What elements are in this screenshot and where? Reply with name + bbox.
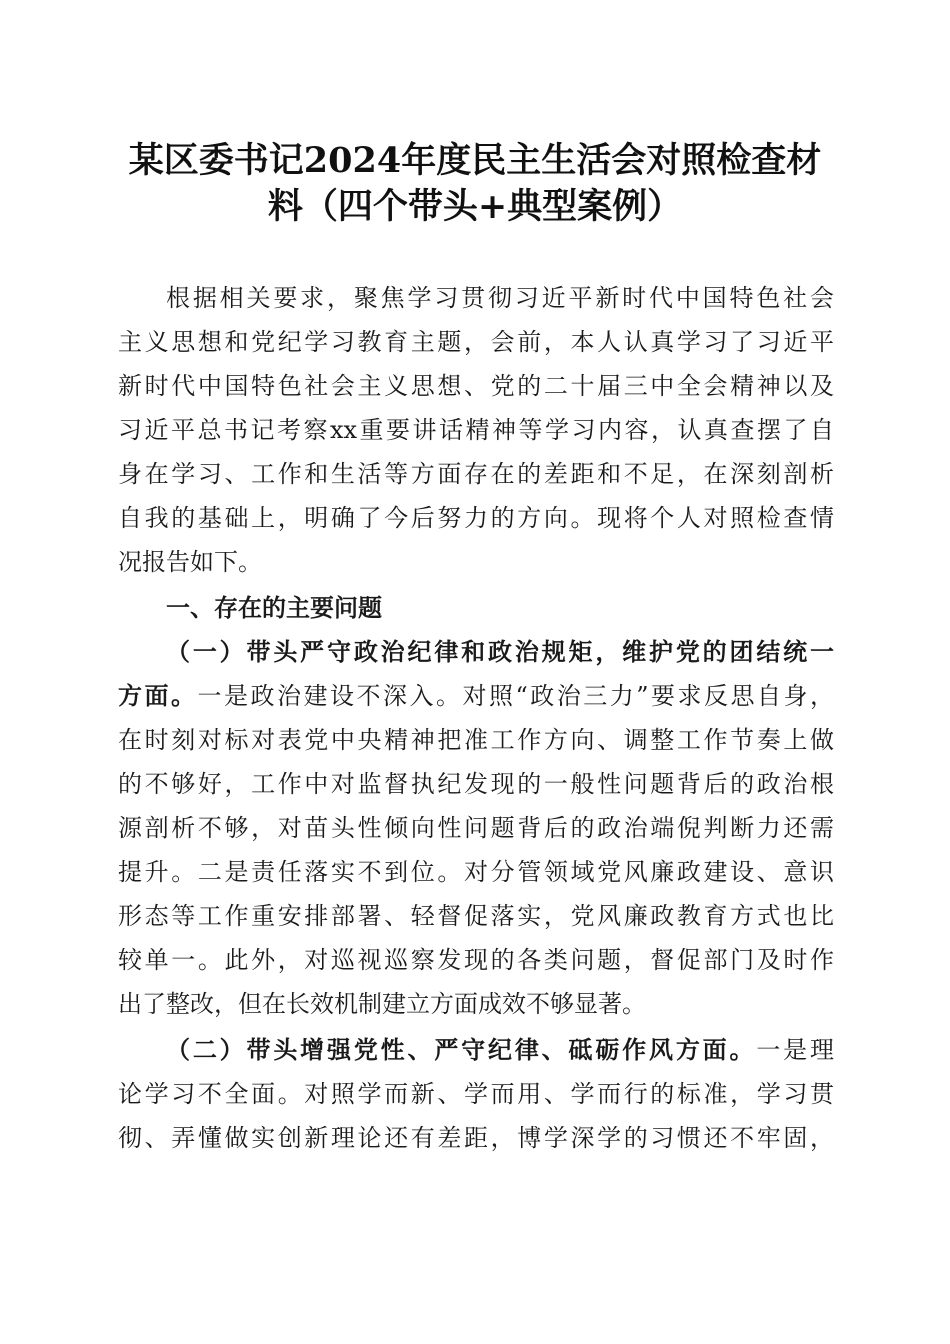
item1-heading-cont: 方面。 (118, 681, 198, 710)
item1-line: 源剖析不够，对苗头性倾向性问题背后的政治端倪判断力还需 (118, 814, 834, 842)
item1-line: 出了整改，但在长效机制建立方面成效不够显著。 (118, 990, 646, 1018)
item2-line: 彻、弄懂做实创新理论还有差距，博学深学的习惯还不牢固， (118, 1124, 834, 1152)
intro-line: 根据相关要求，聚焦学习贯彻习近平新时代中国特色社会 (166, 284, 834, 312)
item2-heading: （二）带头增强党性、严守纪律、砥砺作风方面。 (166, 1035, 757, 1064)
item1-line: 形态等工作重安排部署、轻督促落实，党风廉政教育方式也比 (118, 902, 834, 930)
section-heading: 一、存在的主要问题 (166, 593, 382, 622)
item2-line: 论学习不全面。对照学而新、学而用、学而行的标准，学习贯 (118, 1080, 834, 1108)
item1-line: 提升。二是责任落实不到位。对分管领域党风廉政建设、意识 (118, 858, 834, 886)
intro-line: 身在学习、工作和生活等方面存在的差距和不足，在深刻剖析 (118, 460, 834, 488)
item1-line (118, 676, 834, 716)
item1-line: 的不够好，工作中对监督执纪发现的一般性问题背后的政治根 (118, 770, 834, 798)
item1-line-rest: 一是政治建设不深入。对照“政治三力”要求反思自身， (197, 682, 834, 710)
intro-line: 习近平总书记考察xx重要讲话精神等学习内容，认真查摆了自 (118, 416, 834, 444)
item1-line: 较单一。此外，对巡视巡察发现的各类问题，督促部门及时作 (118, 946, 834, 974)
item1-line: 在时刻对标对表党中央精神把准工作方向、调整工作节奏上做 (118, 726, 834, 754)
intro-line: 新时代中国特色社会主义思想、党的二十届三中全会精神以及 (118, 372, 834, 400)
item2-heading-line (166, 1030, 834, 1070)
item1-heading-line: （一）带头严守政治纪律和政治规矩，维护党的团结统一 (166, 637, 834, 666)
document-title-line-1: 某区委书记2024年度民主生活会对照检查材 (128, 140, 822, 181)
item2-line-rest: 一是理 (756, 1036, 835, 1064)
intro-line: 主义思想和党纪学习教育主题，会前，本人认真学习了习近平 (118, 328, 834, 356)
document-title-line-2: 料（四个带头+典型案例） (267, 186, 683, 227)
intro-line: 自我的基础上，明确了今后努力的方向。现将个人对照检查情 (118, 504, 834, 532)
intro-line: 况报告如下。 (118, 548, 262, 576)
